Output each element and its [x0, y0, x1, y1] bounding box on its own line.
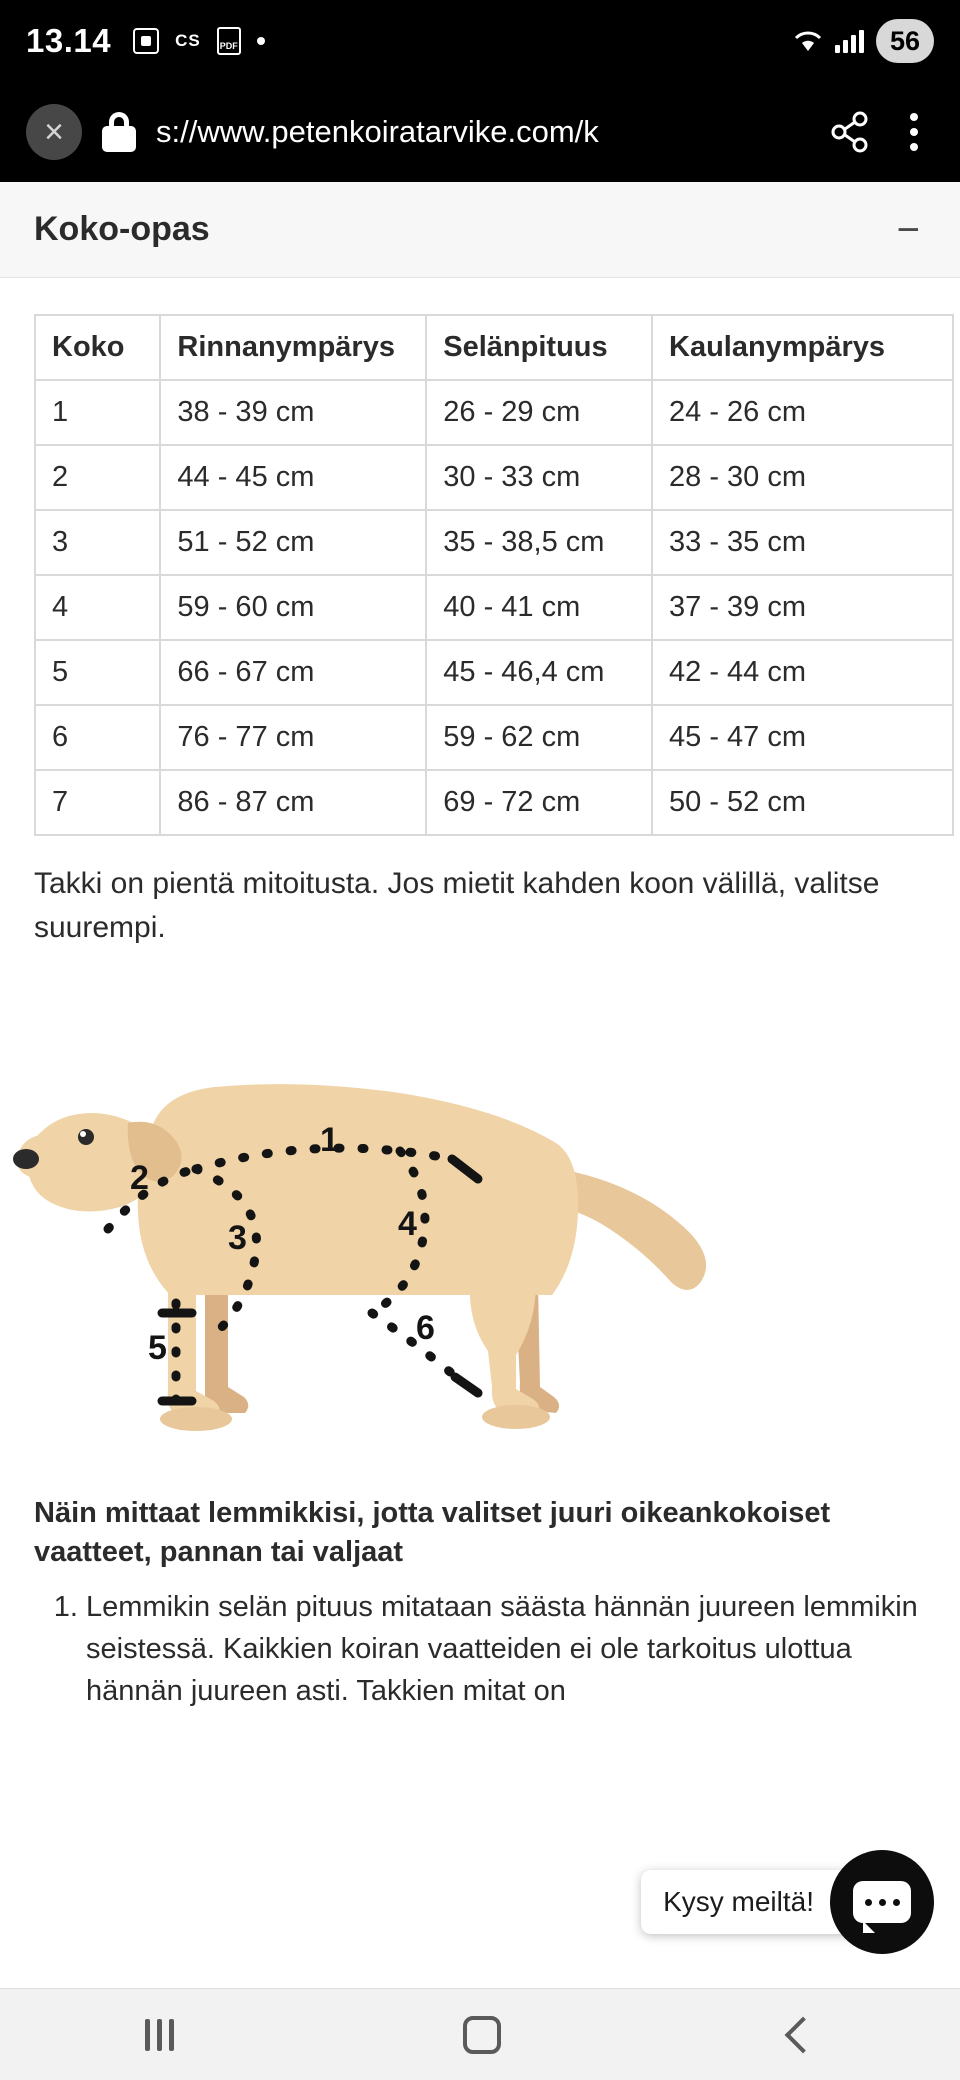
howto-list: [0, 1572, 960, 1712]
table-row: [35, 380, 953, 445]
figure-label-6: 6: [416, 1309, 435, 1347]
table-cell: 45 - 47 cm: [652, 705, 953, 770]
status-system-icons: [793, 19, 934, 63]
table-cell: 5: [35, 640, 160, 705]
table-cell: 7: [35, 770, 160, 835]
table-header-cell: Selänpituus: [426, 315, 652, 380]
android-nav-bar: [0, 1988, 960, 2080]
page-content: [0, 182, 960, 1988]
table-cell: 28 - 30 cm: [652, 445, 953, 510]
figure-label-1: 1: [320, 1121, 339, 1159]
recents-button[interactable]: [145, 2019, 174, 2051]
size-table-wrapper: [0, 278, 960, 836]
dot-icon: [257, 37, 265, 45]
list-item: 1. Lemmikin selän pituus mitataan säästa hännän juureen lemmikin seistessä. Kaikkien koiran vaatteiden ei ole tarkoitus ulottua hännän juureen asti. Takkien mitat on: [86, 1586, 926, 1712]
table-cell: 44 - 45 cm: [160, 445, 426, 510]
close-icon[interactable]: ×: [26, 104, 82, 160]
table-header-cell: Rinnanympärys: [160, 315, 426, 380]
table-cell: 69 - 72 cm: [426, 770, 652, 835]
sizing-note: Takki on pientä mitoitusta. Jos mietit kahden koon välillä, valitse suurempi.: [34, 867, 880, 944]
back-button[interactable]: [784, 2016, 821, 2053]
share-icon[interactable]: [826, 108, 874, 156]
table-row: [35, 770, 953, 835]
status-clock: 13.14: [26, 22, 112, 59]
table-cell: 86 - 87 cm: [160, 770, 426, 835]
wifi-icon: [793, 28, 823, 54]
size-table: [34, 314, 954, 836]
table-cell: 1: [35, 380, 160, 445]
battery-badge: 56: [876, 19, 934, 63]
chat-prompt-label[interactable]: Kysy meiltä!: [641, 1870, 864, 1934]
figure-label-4: 4: [398, 1205, 417, 1243]
table-cell: 50 - 52 cm: [652, 770, 953, 835]
table-cell: 30 - 33 cm: [426, 445, 652, 510]
table-row: [35, 705, 953, 770]
table-cell: 59 - 62 cm: [426, 705, 652, 770]
table-cell: 45 - 46,4 cm: [426, 640, 652, 705]
chat-bubble-icon[interactable]: [830, 1850, 934, 1954]
url-input[interactable]: s://www.petenkoiratarvike.com/k: [156, 114, 599, 149]
status-notification-icons: [133, 27, 265, 55]
more-vert-icon[interactable]: [894, 113, 934, 151]
table-header-cell: Koko: [35, 315, 160, 380]
browser-url-bar: [0, 82, 960, 182]
table-cell: 2: [35, 445, 160, 510]
table-cell: 4: [35, 575, 160, 640]
table-cell: 6: [35, 705, 160, 770]
figure-label-5: 5: [148, 1329, 167, 1367]
table-row: [35, 445, 953, 510]
table-cell: 3: [35, 510, 160, 575]
table-cell: 33 - 35 cm: [652, 510, 953, 575]
home-button[interactable]: [463, 2016, 501, 2054]
table-cell: 40 - 41 cm: [426, 575, 652, 640]
chat-widget[interactable]: [641, 1850, 934, 1954]
table-cell: 51 - 52 cm: [160, 510, 426, 575]
page-title: Koko-opas: [34, 210, 210, 248]
howto-heading: Näin mittaat lemmikkisi, jotta valitset juuri oikeankokoiset vaatteet, pannan tai valjaat: [34, 1497, 831, 1569]
status-bar: [0, 0, 960, 82]
accordion-header-koko-opas[interactable]: [0, 182, 960, 278]
table-cell: 66 - 67 cm: [160, 640, 426, 705]
table-row: [35, 640, 953, 705]
dog-measurement-diagram: [0, 949, 960, 1468]
collapse-icon[interactable]: −: [896, 207, 920, 252]
signal-icon: [835, 29, 864, 53]
table-cell: 35 - 38,5 cm: [426, 510, 652, 575]
figure-label-3: 3: [228, 1219, 247, 1257]
screenshot-icon: [133, 28, 159, 54]
table-cell: 59 - 60 cm: [160, 575, 426, 640]
table-header-cell: Kaulanympärys: [652, 315, 953, 380]
figure-label-2: 2: [130, 1159, 149, 1197]
cs-icon: CS: [175, 31, 201, 50]
table-row: [35, 510, 953, 575]
table-cell: 37 - 39 cm: [652, 575, 953, 640]
table-cell: 76 - 77 cm: [160, 705, 426, 770]
table-cell: 42 - 44 cm: [652, 640, 953, 705]
table-cell: 38 - 39 cm: [160, 380, 426, 445]
table-cell: 26 - 29 cm: [426, 380, 652, 445]
table-header-row: [35, 315, 953, 380]
table-row: [35, 575, 953, 640]
pdf-icon: PDF: [217, 27, 241, 55]
lock-icon: [102, 112, 136, 152]
table-cell: 24 - 26 cm: [652, 380, 953, 445]
